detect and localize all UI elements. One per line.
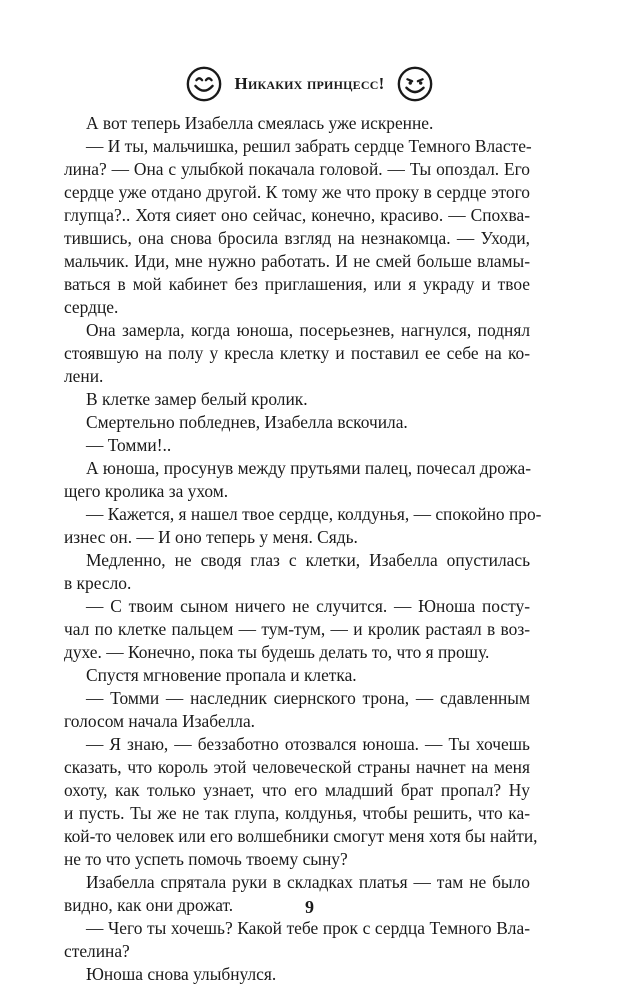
- text-line: и пусть. Ты же не так глупа, колдунья, чтобы решить, что ка-: [64, 803, 530, 823]
- text-line: не то что успеть помочь твоему сыну?: [64, 849, 348, 869]
- text-line: Медленно, не сводя глаз с клетки, Изабелла опустилась: [86, 550, 530, 570]
- paragraph: [64, 595, 530, 664]
- paragraph: [64, 112, 530, 135]
- paragraph: [64, 434, 530, 457]
- paragraph: [64, 135, 530, 319]
- paragraph: [64, 917, 530, 963]
- text-line: лени.: [64, 366, 104, 386]
- text-line: — И ты, мальчишка, решил забрать сердце Темного Власте-: [86, 136, 532, 156]
- text-line: А вот теперь Изабелла смеялась уже искренне.: [86, 113, 434, 133]
- text-line: Спустя мгновение пропала и клетка.: [86, 665, 357, 685]
- text-line: лина? — Она с улыбкой покачала головой. — Ты опоздал. Его: [64, 159, 530, 179]
- text-line: мальчик. Иди, мне нужно работать. И не смей больше вламы-: [64, 251, 530, 271]
- paragraph: [64, 457, 530, 503]
- text-line: голосом начала Изабелла.: [64, 711, 256, 731]
- paragraph: [64, 733, 538, 871]
- paragraph: [64, 687, 530, 733]
- text-line: Она замерла, когда юноша, посерьезнев, нагнулся, поднял: [86, 320, 530, 340]
- text-line: Смертельно побледнев, Изабелла вскочила.: [86, 412, 408, 432]
- text-line: видно, как они дрожат.: [64, 895, 234, 915]
- text-line: — Томми — наследник сиернского трона, — сдавленным: [86, 688, 530, 708]
- paragraph: [64, 664, 530, 687]
- text-line: В клетке замер белый кролик.: [86, 389, 308, 409]
- paragraph: [64, 503, 542, 549]
- running-header: [0, 64, 619, 104]
- text-line: — Томми!..: [86, 435, 172, 455]
- paragraph: [64, 549, 530, 595]
- text-line: сказать, что король этой человеческой страны начнет на меня: [64, 757, 530, 777]
- paragraph: [64, 963, 530, 986]
- text-line: кой-то человек или его волшебники смогут меня хотя бы найти,: [64, 826, 538, 846]
- text-line: изнес он. — И оно теперь у меня. Сядь.: [64, 527, 358, 547]
- text-line: — Я знаю, — беззаботно отозвался юноша. — Ты хочешь: [86, 734, 530, 754]
- text-line: сердце уже отдано другой. К тому же что проку в сердце этого: [64, 182, 530, 202]
- smiley-face-icon: [396, 65, 434, 103]
- text-line: глупца?.. Хотя сияет оно сейчас, конечно, красиво. — Спохва-: [64, 205, 530, 225]
- text-line: в кресло.: [64, 573, 132, 593]
- text-line: охоту, как только узнает, что его младший брат пропал? Ну: [64, 780, 530, 800]
- text-line: чал по клетке пальцем — тум-тум, — и кролик растаял в воз-: [64, 619, 530, 639]
- text-line: А юноша, просунув между прутьями палец, почесал дрожа-: [86, 458, 532, 478]
- text-line: духе. — Конечно, пока ты будешь делать то, что я прошу.: [64, 642, 490, 662]
- text-line: ваться в мой кабинет без приглашения, или я украду и твое: [64, 274, 530, 294]
- body-text: [64, 112, 542, 986]
- text-line: сердце.: [64, 297, 119, 317]
- text-line: Юноша снова улыбнулся.: [86, 964, 277, 984]
- smiley-face-icon: [185, 65, 223, 103]
- paragraph: [64, 319, 530, 388]
- text-line: — С твоим сыном ничего не случится. — Юноша посту-: [86, 596, 530, 616]
- paragraph: [64, 388, 530, 411]
- text-line: — Кажется, я нашел твое сердце, колдунья, — спокойно про-: [86, 504, 542, 524]
- paragraph: [64, 411, 530, 434]
- text-line: — Чего ты хочешь? Какой тебе прок с сердца Темного Вла-: [86, 918, 530, 938]
- text-line: стелина?: [64, 941, 130, 961]
- text-line: стоявшую на полу у кресла клетку и поставил ее себе на ко-: [64, 343, 530, 363]
- page-number: 9: [305, 897, 314, 917]
- text-line: тившись, она снова бросила взгляд на незнакомца. — Уходи,: [64, 228, 530, 248]
- book-title: Никаких принцесс!: [234, 74, 385, 93]
- text-line: щего кролика за ухом.: [64, 481, 229, 501]
- text-line: Изабелла спрятала руки в складках платья — там не было: [86, 872, 530, 892]
